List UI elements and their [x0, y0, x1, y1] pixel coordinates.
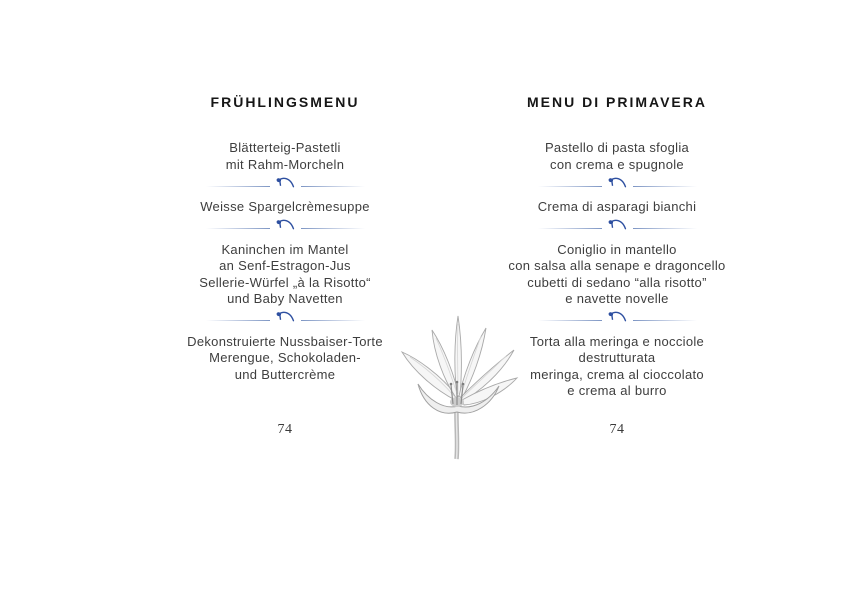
course-divider [135, 308, 435, 334]
bird-flourish-icon [275, 219, 296, 233]
course-line: an Senf-Estragon-Jus [219, 258, 351, 273]
divider-line-right [301, 186, 365, 187]
course-main [467, 242, 767, 308]
divider-line-left [206, 228, 270, 229]
course-line: con crema e spugnole [550, 156, 684, 172]
divider-line-right [633, 228, 697, 229]
course-divider [467, 173, 767, 199]
course-line: Torta alla meringa e nocciole [529, 333, 705, 349]
course-divider [467, 216, 767, 242]
bird-flourish-icon [275, 311, 296, 325]
course-line: Coniglio in mantello [557, 241, 677, 257]
page-number-left: 74 [277, 422, 293, 437]
course-line: Pastello di pasta sfoglia [544, 140, 690, 155]
course-starter [135, 140, 435, 173]
menu-page-german [135, 94, 435, 437]
course-starter [467, 140, 767, 173]
course-line: Blätterteig-Pastetli [229, 140, 341, 155]
course-line: e crema al burro [567, 383, 667, 398]
course-line: und Buttercrème [234, 366, 336, 382]
course-line: Dekonstruierte Nussbaiser-Torte [187, 333, 383, 349]
bird-flourish-icon [607, 177, 628, 191]
course-line: mit Rahm-Morcheln [225, 156, 345, 172]
divider-line-left [538, 228, 602, 229]
course-line: Kaninchen im Mantel [221, 241, 349, 257]
course-line: e navette novelle [565, 291, 669, 306]
divider-line-right [301, 320, 365, 321]
course-line: und Baby Navetten [227, 291, 343, 306]
menu-title-italian: MENU DI PRIMAVERA [527, 94, 707, 110]
course-line: meringa, crema al cioccolato [530, 366, 704, 382]
course-line: Weisse Spargelcrèmesuppe [200, 199, 370, 214]
bird-flourish-icon [607, 311, 628, 325]
course-divider [135, 216, 435, 242]
divider-line-right [301, 228, 365, 229]
course-soup [467, 199, 767, 216]
menu-title-german: FRÜHLINGSMENU [210, 94, 360, 110]
course-line: Merengue, Schokoladen- [209, 350, 361, 365]
divider-line-right [633, 186, 697, 187]
course-main [135, 242, 435, 308]
divider-line-right [633, 320, 697, 321]
page-number-right: 74 [609, 422, 625, 437]
course-divider [135, 173, 435, 199]
course-dessert [135, 334, 435, 384]
bird-flourish-icon [607, 219, 628, 233]
course-line: Crema di asparagi bianchi [537, 199, 697, 214]
divider-line-left [206, 320, 270, 321]
bird-flourish-icon [275, 177, 296, 191]
divider-line-left [206, 186, 270, 187]
divider-line-left [538, 320, 602, 321]
divider-line-left [538, 186, 602, 187]
course-line: cubetti di sedano “alla risotto” [527, 274, 707, 290]
course-line: destrutturata [578, 350, 656, 365]
course-line: con salsa alla senape e dragoncello [508, 258, 726, 273]
flower-sketch-illustration [396, 312, 521, 462]
course-soup [135, 199, 435, 216]
course-line: Sellerie-Würfel „à la Risotto“ [199, 274, 371, 290]
